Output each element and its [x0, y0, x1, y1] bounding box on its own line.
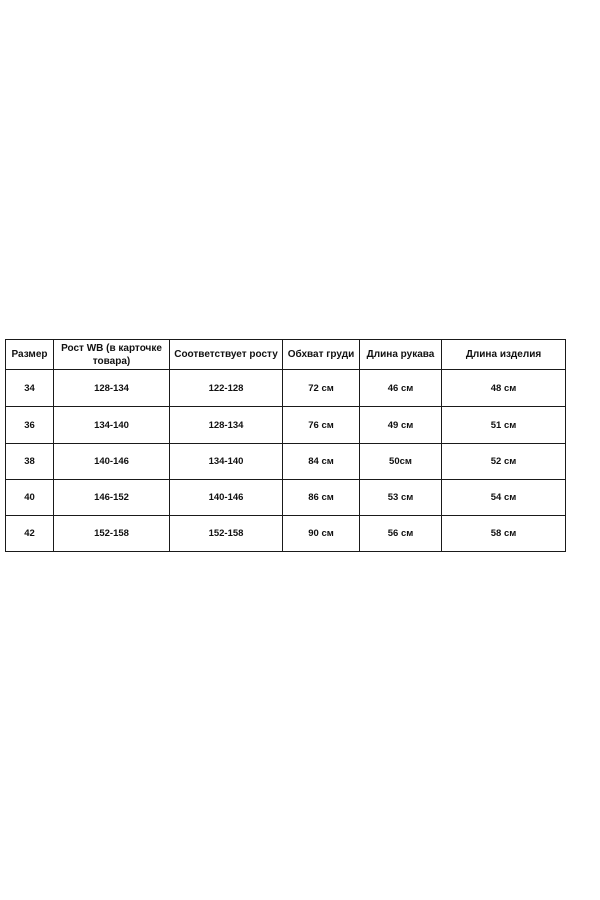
table-row [6, 516, 566, 552]
cell-wb-height: 134-140 [54, 407, 170, 444]
cell-wb-height: 140-146 [54, 444, 170, 480]
cell-sleeve-length: 56 см [360, 516, 442, 552]
header-size: Размер [6, 340, 54, 370]
header-sleeve-length: Длина рукава [360, 340, 442, 370]
cell-garment-length: 58 см [442, 516, 566, 552]
cell-garment-length: 54 см [442, 480, 566, 516]
cell-matching-height: 122-128 [170, 370, 283, 407]
cell-size: 34 [6, 370, 54, 407]
cell-garment-length: 48 см [442, 370, 566, 407]
header-wb-height: Рост WB (в карточке товара) [54, 340, 170, 370]
table-row [6, 370, 566, 407]
cell-size: 42 [6, 516, 54, 552]
table-header-row [6, 340, 566, 370]
header-garment-length: Длина изделия [442, 340, 566, 370]
cell-matching-height: 140-146 [170, 480, 283, 516]
cell-chest: 76 см [283, 407, 360, 444]
cell-wb-height: 146-152 [54, 480, 170, 516]
header-matching-height: Соответствует росту [170, 340, 283, 370]
size-chart-table [5, 339, 566, 552]
cell-matching-height: 152-158 [170, 516, 283, 552]
cell-sleeve-length: 50см [360, 444, 442, 480]
cell-size: 36 [6, 407, 54, 444]
table-row [6, 407, 566, 444]
cell-chest: 86 см [283, 480, 360, 516]
cell-sleeve-length: 49 см [360, 407, 442, 444]
cell-garment-length: 51 см [442, 407, 566, 444]
cell-sleeve-length: 46 см [360, 370, 442, 407]
cell-wb-height: 128-134 [54, 370, 170, 407]
cell-matching-height: 134-140 [170, 444, 283, 480]
table-row [6, 480, 566, 516]
cell-garment-length: 52 см [442, 444, 566, 480]
cell-chest: 84 см [283, 444, 360, 480]
cell-chest: 90 см [283, 516, 360, 552]
header-chest: Обхват груди [283, 340, 360, 370]
cell-sleeve-length: 53 см [360, 480, 442, 516]
cell-matching-height: 128-134 [170, 407, 283, 444]
cell-chest: 72 см [283, 370, 360, 407]
cell-size: 38 [6, 444, 54, 480]
table-row [6, 444, 566, 480]
cell-wb-height: 152-158 [54, 516, 170, 552]
cell-size: 40 [6, 480, 54, 516]
